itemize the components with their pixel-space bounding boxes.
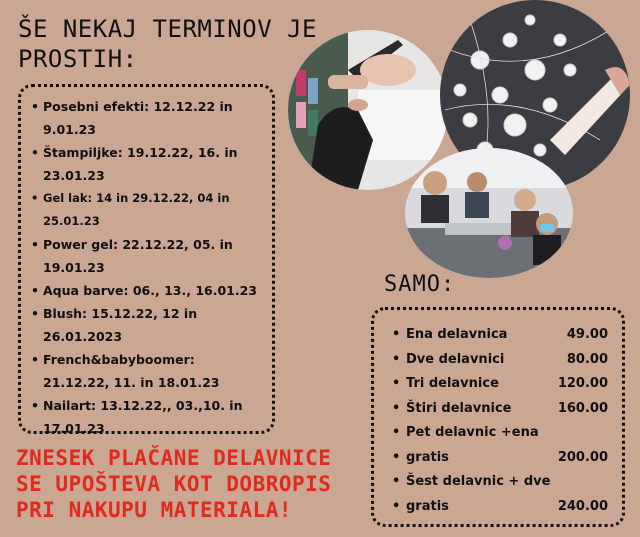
price-row — [392, 397, 608, 422]
price-label: • Ena delavnica — [392, 323, 507, 348]
price-label: • gratis — [392, 446, 449, 471]
price-value: 120.00 — [557, 376, 608, 391]
page-title: ŠE NEKAJ TERMINOV JE PROSTIH: — [18, 15, 317, 73]
promo-text: ZNESEK PLAČANE DELAVNICE SE UPOŠTEVA KOT DOBROPIS PRI NAKUPU MATERIALA! — [16, 446, 332, 522]
price-label: • gratis — [392, 495, 449, 520]
price-value: 160.00 — [557, 400, 608, 416]
price-label: • Tri delavnice — [392, 372, 499, 397]
term-item: • French&babyboomer: 21.12.22, 11. in 18.01.23 — [31, 348, 264, 394]
price-value: 80.00 — [566, 351, 608, 367]
price-row — [392, 323, 608, 348]
price-row — [392, 495, 608, 520]
price-row — [392, 470, 608, 495]
nail-painting-photo — [288, 30, 448, 190]
price-label: • Šest delavnic + dve — [392, 470, 550, 495]
samo-heading: SAMO: — [384, 272, 456, 297]
price-label: • Štiri delavnice — [392, 397, 512, 422]
price-row — [392, 421, 608, 446]
price-row — [392, 348, 608, 373]
price-value: 200.00 — [557, 449, 608, 465]
term-item: • Blush: 15.12.22, 12 in 26.01.2023 — [31, 302, 264, 348]
term-item: • Aqua barve: 06., 13., 16.01.23 — [31, 279, 264, 302]
price-list-box — [371, 307, 625, 527]
price-row — [392, 372, 608, 397]
term-item: • Štampiljke: 19.12.22, 16. in 23.01.23 — [31, 141, 264, 187]
term-item: • Gel lak: 14 in 29.12.22, 04 in 25.01.23 — [31, 187, 264, 233]
price-row — [392, 446, 608, 471]
term-item: • Nailart: 13.12.22,, 03.,10. in 17.01.23 — [31, 394, 264, 440]
price-label: • Pet delavnic +ena — [392, 421, 539, 446]
term-item: • Power gel: 22.12.22, 05. in 19.01.23 — [31, 233, 264, 279]
price-value: 49.00 — [566, 327, 608, 342]
term-item: • Posebni efekti: 12.12.22 in 9.01.23 — [31, 95, 264, 141]
price-value: 240.00 — [557, 498, 608, 514]
workshop-group-photo — [405, 148, 573, 278]
price-label: • Dve delavnici — [392, 348, 504, 373]
terms-box — [18, 84, 275, 434]
